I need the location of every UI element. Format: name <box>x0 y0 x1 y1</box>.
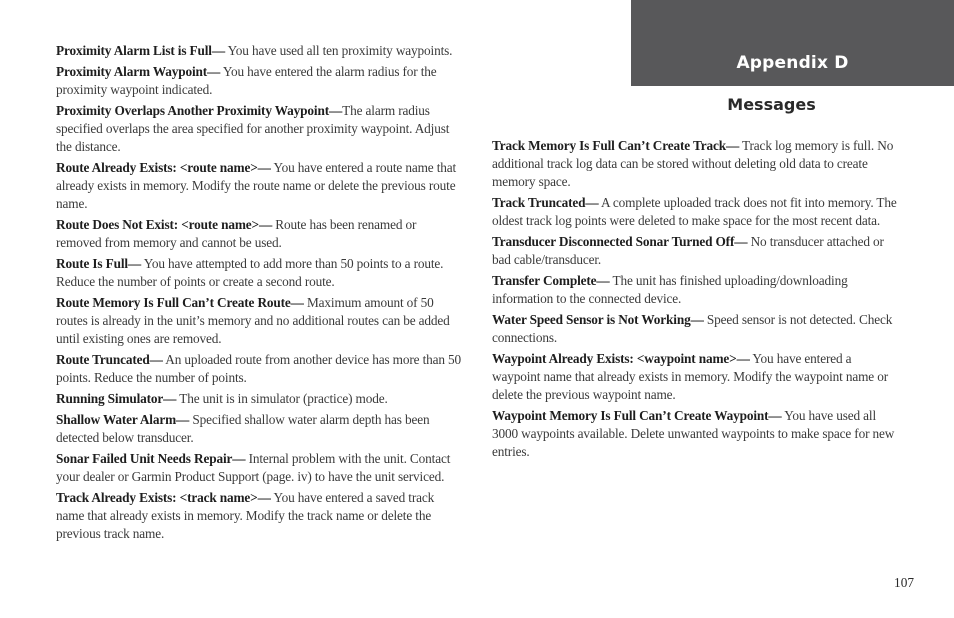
message-entry <box>492 311 902 347</box>
message-description: You have entered a waypoint name that already exists in memory. Modify the waypoint name or delete the previous waypoint name. <box>492 351 889 402</box>
message-description: You have attempted to add more than 50 points to a route. Reduce the number of points or create a second route. <box>56 256 444 289</box>
appendix-header <box>631 0 954 86</box>
message-term: Water Speed Sensor is Not Working— <box>492 312 704 327</box>
message-entry <box>56 390 463 408</box>
message-description: You have entered the alarm radius for the proximity waypoint indicated. <box>56 64 437 97</box>
message-description: You have used all 3000 waypoints available. Delete unwanted waypoints to make space for new entries. <box>492 408 895 459</box>
message-entry <box>56 255 463 291</box>
message-term: Transfer Complete— <box>492 273 610 288</box>
message-term: Proximity Alarm List is Full— <box>56 43 225 58</box>
message-term: Transducer Disconnected Sonar Turned Off— <box>492 234 748 249</box>
message-term: Waypoint Already Exists: <waypoint name>— <box>492 351 750 366</box>
message-entry <box>56 411 463 447</box>
message-term: Sonar Failed Unit Needs Repair— <box>56 451 246 466</box>
message-term: Track Memory Is Full Can’t Create Track— <box>492 138 740 153</box>
message-term: Running Simulator— <box>56 391 177 406</box>
message-description: The unit has finished uploading/downloading information to the connected device. <box>492 273 848 306</box>
message-description: A complete uploaded track does not fit into memory. The oldest track log points were deleted to make space for the most recent data. <box>492 195 897 228</box>
message-entry <box>56 42 463 60</box>
message-term: Proximity Overlaps Another Proximity Waypoint— <box>56 103 343 118</box>
message-term: Waypoint Memory Is Full Can’t Create Waypoint— <box>492 408 782 423</box>
message-term: Route Memory Is Full Can’t Create Route— <box>56 295 304 310</box>
message-entry <box>492 407 902 461</box>
message-term: Route Already Exists: <route name>— <box>56 160 271 175</box>
right-column <box>492 137 902 464</box>
left-column <box>56 42 463 546</box>
message-description: You have entered a route name that already exists in memory. Modify the route name or delete the previous route name. <box>56 160 457 211</box>
message-description: Track log memory is full. No additional track log data can be stored without deleting old data to create memory space. <box>492 138 894 189</box>
message-entry <box>56 102 463 156</box>
message-entry <box>492 350 902 404</box>
message-entry <box>56 216 463 252</box>
message-description: Route has been renamed or removed from memory and cannot be used. <box>56 217 417 250</box>
page-number: 107 <box>894 575 914 590</box>
message-entry <box>492 137 902 191</box>
message-entry <box>56 489 463 543</box>
message-term: Track Truncated— <box>492 195 599 210</box>
appendix-label: Appendix D <box>736 53 849 73</box>
message-entry <box>492 194 902 230</box>
message-description: An uploaded route from another device has more than 50 points. Reduce the number of points. <box>56 352 462 385</box>
message-term: Route Is Full— <box>56 256 142 271</box>
message-term: Shallow Water Alarm— <box>56 412 190 427</box>
message-description: Maximum amount of 50 routes is already in the unit’s memory and no additional routes can be added until existing ones are removed. <box>56 295 450 346</box>
message-description: No transducer attached or bad cable/transducer. <box>492 234 884 267</box>
message-entry <box>492 233 902 269</box>
message-description: Internal problem with the unit. Contact your dealer or Garmin Product Support (page. iv) to have the unit serviced. <box>56 451 451 484</box>
message-description: Specified shallow water alarm depth has been detected below transducer. <box>56 412 430 445</box>
message-entry <box>56 63 463 99</box>
message-entry <box>56 159 463 213</box>
message-description: The alarm radius specified overlaps the area specified for another proximity waypoint. Adjust the distance. <box>56 103 450 154</box>
message-term: Proximity Alarm Waypoint— <box>56 64 221 79</box>
message-term: Route Truncated— <box>56 352 163 367</box>
message-description: The unit is in simulator (practice) mode. <box>176 391 388 406</box>
message-entry <box>492 272 902 308</box>
section-title: Messages <box>727 95 816 114</box>
message-entry <box>56 294 463 348</box>
message-entry <box>56 450 463 486</box>
message-entry <box>56 351 463 387</box>
message-description: Speed sensor is not detected. Check connections. <box>492 312 893 345</box>
message-description: You have used all ten proximity waypoints. <box>225 43 453 58</box>
message-term: Route Does Not Exist: <route name>— <box>56 217 273 232</box>
message-term: Track Already Exists: <track name>— <box>56 490 271 505</box>
message-description: You have entered a saved track name that already exists in memory. Modify the track name or delete the previous track name. <box>56 490 435 541</box>
